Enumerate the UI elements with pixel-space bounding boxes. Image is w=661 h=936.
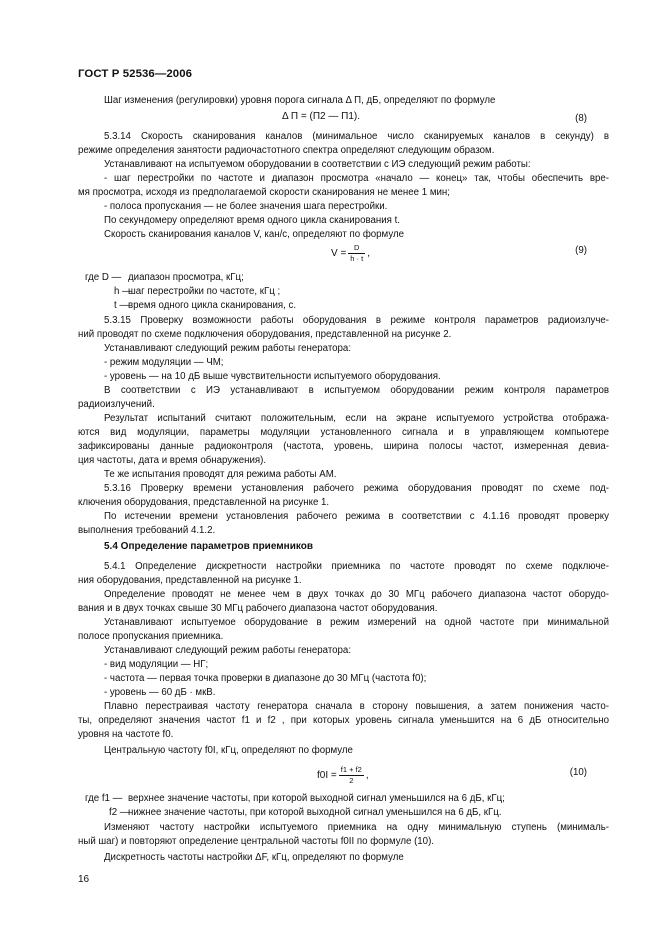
paragraph-line: Плавно перестраивая частоту генератора сначала в сторону повышения, а затем понижения часто- bbox=[104, 701, 609, 712]
page-number: 16 bbox=[78, 874, 90, 885]
paragraph-line: ключения оборудования, представленной на рисунке 1. bbox=[78, 497, 330, 508]
formula-9-denominator: h · t bbox=[350, 254, 364, 263]
paragraph-line: Устанавливают следующий режим работы генератора: bbox=[104, 645, 352, 656]
paragraph-line: Дискретность частоты настройки ΔF, кГц, определяют по формуле bbox=[104, 852, 404, 863]
paragraph-line: В соответствии с ИЭ устанавливают в испытуемом оборудовании режим контроля параметров bbox=[104, 385, 609, 396]
paragraph-line: Изменяют частоту настройки испытуемого приемника на одну минимальную ступень (минималь- bbox=[104, 822, 609, 833]
paragraph-line: По истечении времени установления рабочего режима в соответствии с 4.1.16 проводят проверку bbox=[104, 511, 609, 522]
paragraph-line: Устанавливают следующий режим работы генератора: bbox=[104, 343, 352, 354]
paragraph-line: Шаг изменения (регулировки) уровня порога сигнала Δ П, дБ, определяют по формуле bbox=[104, 95, 496, 106]
where-text-D: диапазон просмотра, кГц; bbox=[128, 272, 244, 283]
formula-10-numerator: f1 + f2 bbox=[340, 765, 362, 774]
list-item: - частота — первая точка проверки в диапазоне до 30 МГц (частота f0); bbox=[104, 673, 427, 684]
list-item: - режим модуляции — ЧМ; bbox=[104, 357, 224, 368]
formula-10-lhs: f0I = bbox=[317, 770, 337, 782]
paragraph-line: уровня на частоте f0. bbox=[78, 729, 174, 740]
where-lead-D: где D — bbox=[85, 272, 122, 283]
paragraph-line: 5.3.15 Проверку возможности работы оборудования в режиме контроля параметров радиоизлуче- bbox=[104, 315, 609, 326]
formula-9-numerator: D bbox=[348, 243, 365, 254]
formula-9: V = $\frac{D}{h \cdot t}$ , bbox=[331, 243, 370, 263]
paragraph-line: Результат испытаний считают положительным, если на экране испытуемого устройства отобража- bbox=[104, 413, 609, 424]
equation-number-9: (9) bbox=[575, 245, 587, 256]
paragraph-line: Определение проводят не менее чем в двух точках до 30 МГц рабочего диапазона частот оборудо- bbox=[104, 589, 609, 600]
formula-9-fraction bbox=[348, 243, 365, 264]
list-item: - уровень — 60 дБ · мкВ. bbox=[104, 687, 216, 698]
where-lead-f1: где f1 — bbox=[85, 793, 123, 804]
section-heading: 5.4 Определение параметров приемников bbox=[104, 541, 313, 552]
where-lead-h: h — bbox=[114, 286, 132, 297]
paragraph-line: Устанавливают на испытуемом оборудовании в соответствии с ИЭ следующий режим работы: bbox=[104, 159, 531, 170]
where-text-f2: нижнее значение частоты, при которой выходной сигнал уменьшился на 6 дБ, кГц. bbox=[128, 807, 502, 818]
paragraph-line: По секундомеру определяют время одного цикла сканирования t. bbox=[104, 215, 400, 226]
where-text-t: время одного цикла сканирования, с. bbox=[128, 300, 297, 311]
paragraph-line: ния оборудования, представленной на рисунке 1. bbox=[78, 575, 302, 586]
paragraph-line: Скорость сканирования каналов V, кан/с, определяют по формуле bbox=[104, 229, 404, 240]
paragraph-line: ний проводят по схеме подключения оборудования, представленной на рисунке 2. bbox=[78, 329, 452, 340]
paragraph-line: 5.3.14 Скорость сканирования каналов (минимальное число сканируемых каналов в секунду) в bbox=[104, 131, 609, 142]
list-item-continuation: мя просмотра, исходя из предполагаемой скорости сканирования не менее 1 мин; bbox=[78, 187, 450, 198]
formula-8: Δ П = (П2 — П1). bbox=[282, 111, 360, 122]
list-item: - шаг перестройки по частоте и диапазон просмотра «начало — конец» так, чтобы обеспечить вре- bbox=[104, 173, 609, 184]
paragraph-line: Устанавливают испытуемое оборудование в режим измерений на одной частоте при минимальной bbox=[104, 617, 609, 628]
paragraph-line: зафиксированы данные радиоконтроля (частота, уровень, ширина полосы частот, измеренная девиа- bbox=[78, 441, 609, 452]
paragraph-line: Те же испытания проводят для режима работы АМ. bbox=[104, 469, 337, 480]
document-header: ГОСТ Р 52536—2006 bbox=[78, 68, 193, 80]
formula-10: f0I = $\frac{f1 + f2}{2}$ , bbox=[317, 765, 369, 785]
where-lead-f2: f2 — bbox=[109, 807, 130, 818]
formula-10-fraction bbox=[339, 765, 364, 786]
formula-10-denominator: 2 bbox=[349, 776, 354, 785]
paragraph-line: 5.4.1 Определение дискретности настройки приемника по частоте проводят по схеме подключе- bbox=[104, 561, 609, 572]
paragraph-line: ция частоты, дата и время обнаружения). bbox=[78, 455, 267, 466]
equation-number-10: (10) bbox=[569, 767, 587, 778]
paragraph-line: ются вид модуляции, параметры модуляции установленного сигнала и в управляющем компьютере bbox=[78, 427, 609, 438]
paragraph-line: радиоизлучений. bbox=[78, 399, 155, 410]
paragraph-line: вания и в двух точках свыше 30 МГц рабочего диапазона частот оборудования. bbox=[78, 603, 438, 614]
paragraph-line: ты, определяют значения частот f1 и f2 , при которых уровень сигнала уменьшится на 6 дБ относительно bbox=[78, 715, 609, 726]
formula-9-lhs: V = bbox=[331, 248, 347, 260]
where-text-h: шаг перестройки по частоте, кГц ; bbox=[128, 286, 281, 297]
where-text-f1: верхнее значение частоты, при которой выходной сигнал уменьшился на 6 дБ, кГц; bbox=[128, 793, 505, 804]
paragraph-line: 5.3.16 Проверку времени установления рабочего режима оборудования проводят по схеме под- bbox=[104, 483, 609, 494]
list-item: - вид модуляции — НГ; bbox=[104, 659, 209, 670]
list-item: - уровень — на 10 дБ выше чувствительности испытуемого оборудования. bbox=[104, 371, 441, 382]
paragraph-line: полосе пропускания приемника. bbox=[78, 631, 224, 642]
where-lead-t: t — bbox=[114, 300, 130, 311]
equation-number-8: (8) bbox=[575, 113, 587, 124]
paragraph-line: выполнения требований 4.1.2. bbox=[78, 525, 216, 536]
paragraph-line: режиме определения занятости радиочастотного спектра определяют следующим образом. bbox=[78, 145, 495, 156]
paragraph-line: Центральную частоту f0I, кГц, определяют по формуле bbox=[104, 745, 353, 756]
paragraph-line: ный шаг) и повторяют определение центральной частоты f0II по формуле (10). bbox=[78, 836, 434, 847]
list-item: - полоса пропускания — не более значения шага перестройки. bbox=[104, 201, 388, 212]
